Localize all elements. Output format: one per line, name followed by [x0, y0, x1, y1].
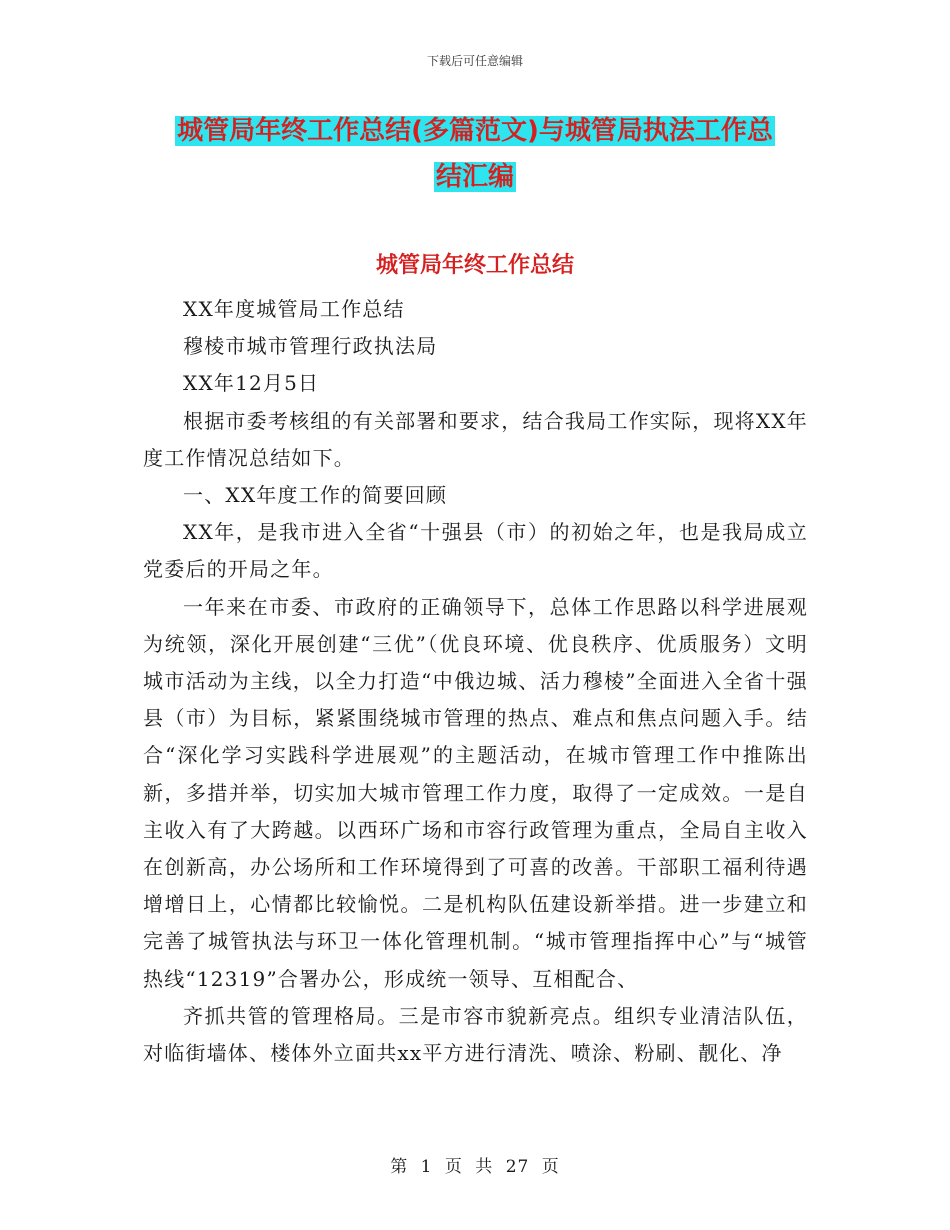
paragraph: 齐抓共管的管理格局。三是市容市貌新亮点。组织专业清洁队伍，对临街墙体、楼体外立面共xx平方进行清洗、喷涂、粉刷、靓化、净: [143, 1003, 808, 1066]
footer-ye: 页: [541, 1157, 560, 1177]
page-footer: [0, 1152, 950, 1177]
paragraph: 一、XX年度工作的简要回顾: [183, 483, 448, 508]
paragraph: 根据市委考核组的有关部署和要求，结合我局工作实际，现将XX年度工作情况总结如下。: [143, 408, 808, 470]
document-title-line-1: 城管局年终工作总结(多篇范文)与城管局执法工作总: [177, 116, 773, 146]
paragraph: XX年度城管局工作总结: [183, 297, 405, 321]
total-pages: 27: [505, 1157, 530, 1177]
paragraph: XX年12月5日: [183, 371, 320, 396]
document-title-line-2: 结汇编: [435, 162, 514, 192]
paragraph: 一年来在市委、市政府的正确领导下，总体工作思路以科学进展观为统领，深化开展创建“三优”（优良环境、优良秩序、优质服务）文明城市活动为主线，以全力打造“中俄边城、活力穆棱”全面进入全省十强县（市）为目标，紧紧围绕城市管理的热点、难点和焦点问题入手。结合“深化学习实践科学进展观”的主题活动，在城市管理工作中推陈出新，多措并举，切实加大城市管理工作力度，取得了一定成效。一是自主收入有了大跨越。以西环广场和市容行政管理为重点，全局自主收入在创新高，办公场所和工作环境得到了可喜的改善。干部职工福利待遇增增日上，心情都比较愉悦。二是机构队伍建设新举措。进一步建立和完善了城管执法与环卫一体化管理机制。“城市管理指挥中心”与“城管热线“12319”合署办公，形成统一领导、互相配合、: [143, 594, 808, 991]
footer-di: 第: [390, 1157, 409, 1177]
page-number: 1: [420, 1157, 433, 1177]
footer-gong: 共: [475, 1157, 494, 1177]
paragraph: 穆棱市城市管理行政执法局: [183, 334, 438, 359]
document-body: [143, 291, 808, 1072]
paragraph: XX年，是我市进入全省“十强县（市）的初始之年，也是我局成立党委后的开局之年。: [143, 520, 808, 582]
document-title: [140, 108, 810, 200]
footer-ye: 页: [444, 1157, 463, 1177]
page-header-note: 下载后可任意编辑: [426, 54, 523, 68]
section-title: 城管局年终工作总结: [375, 253, 574, 278]
